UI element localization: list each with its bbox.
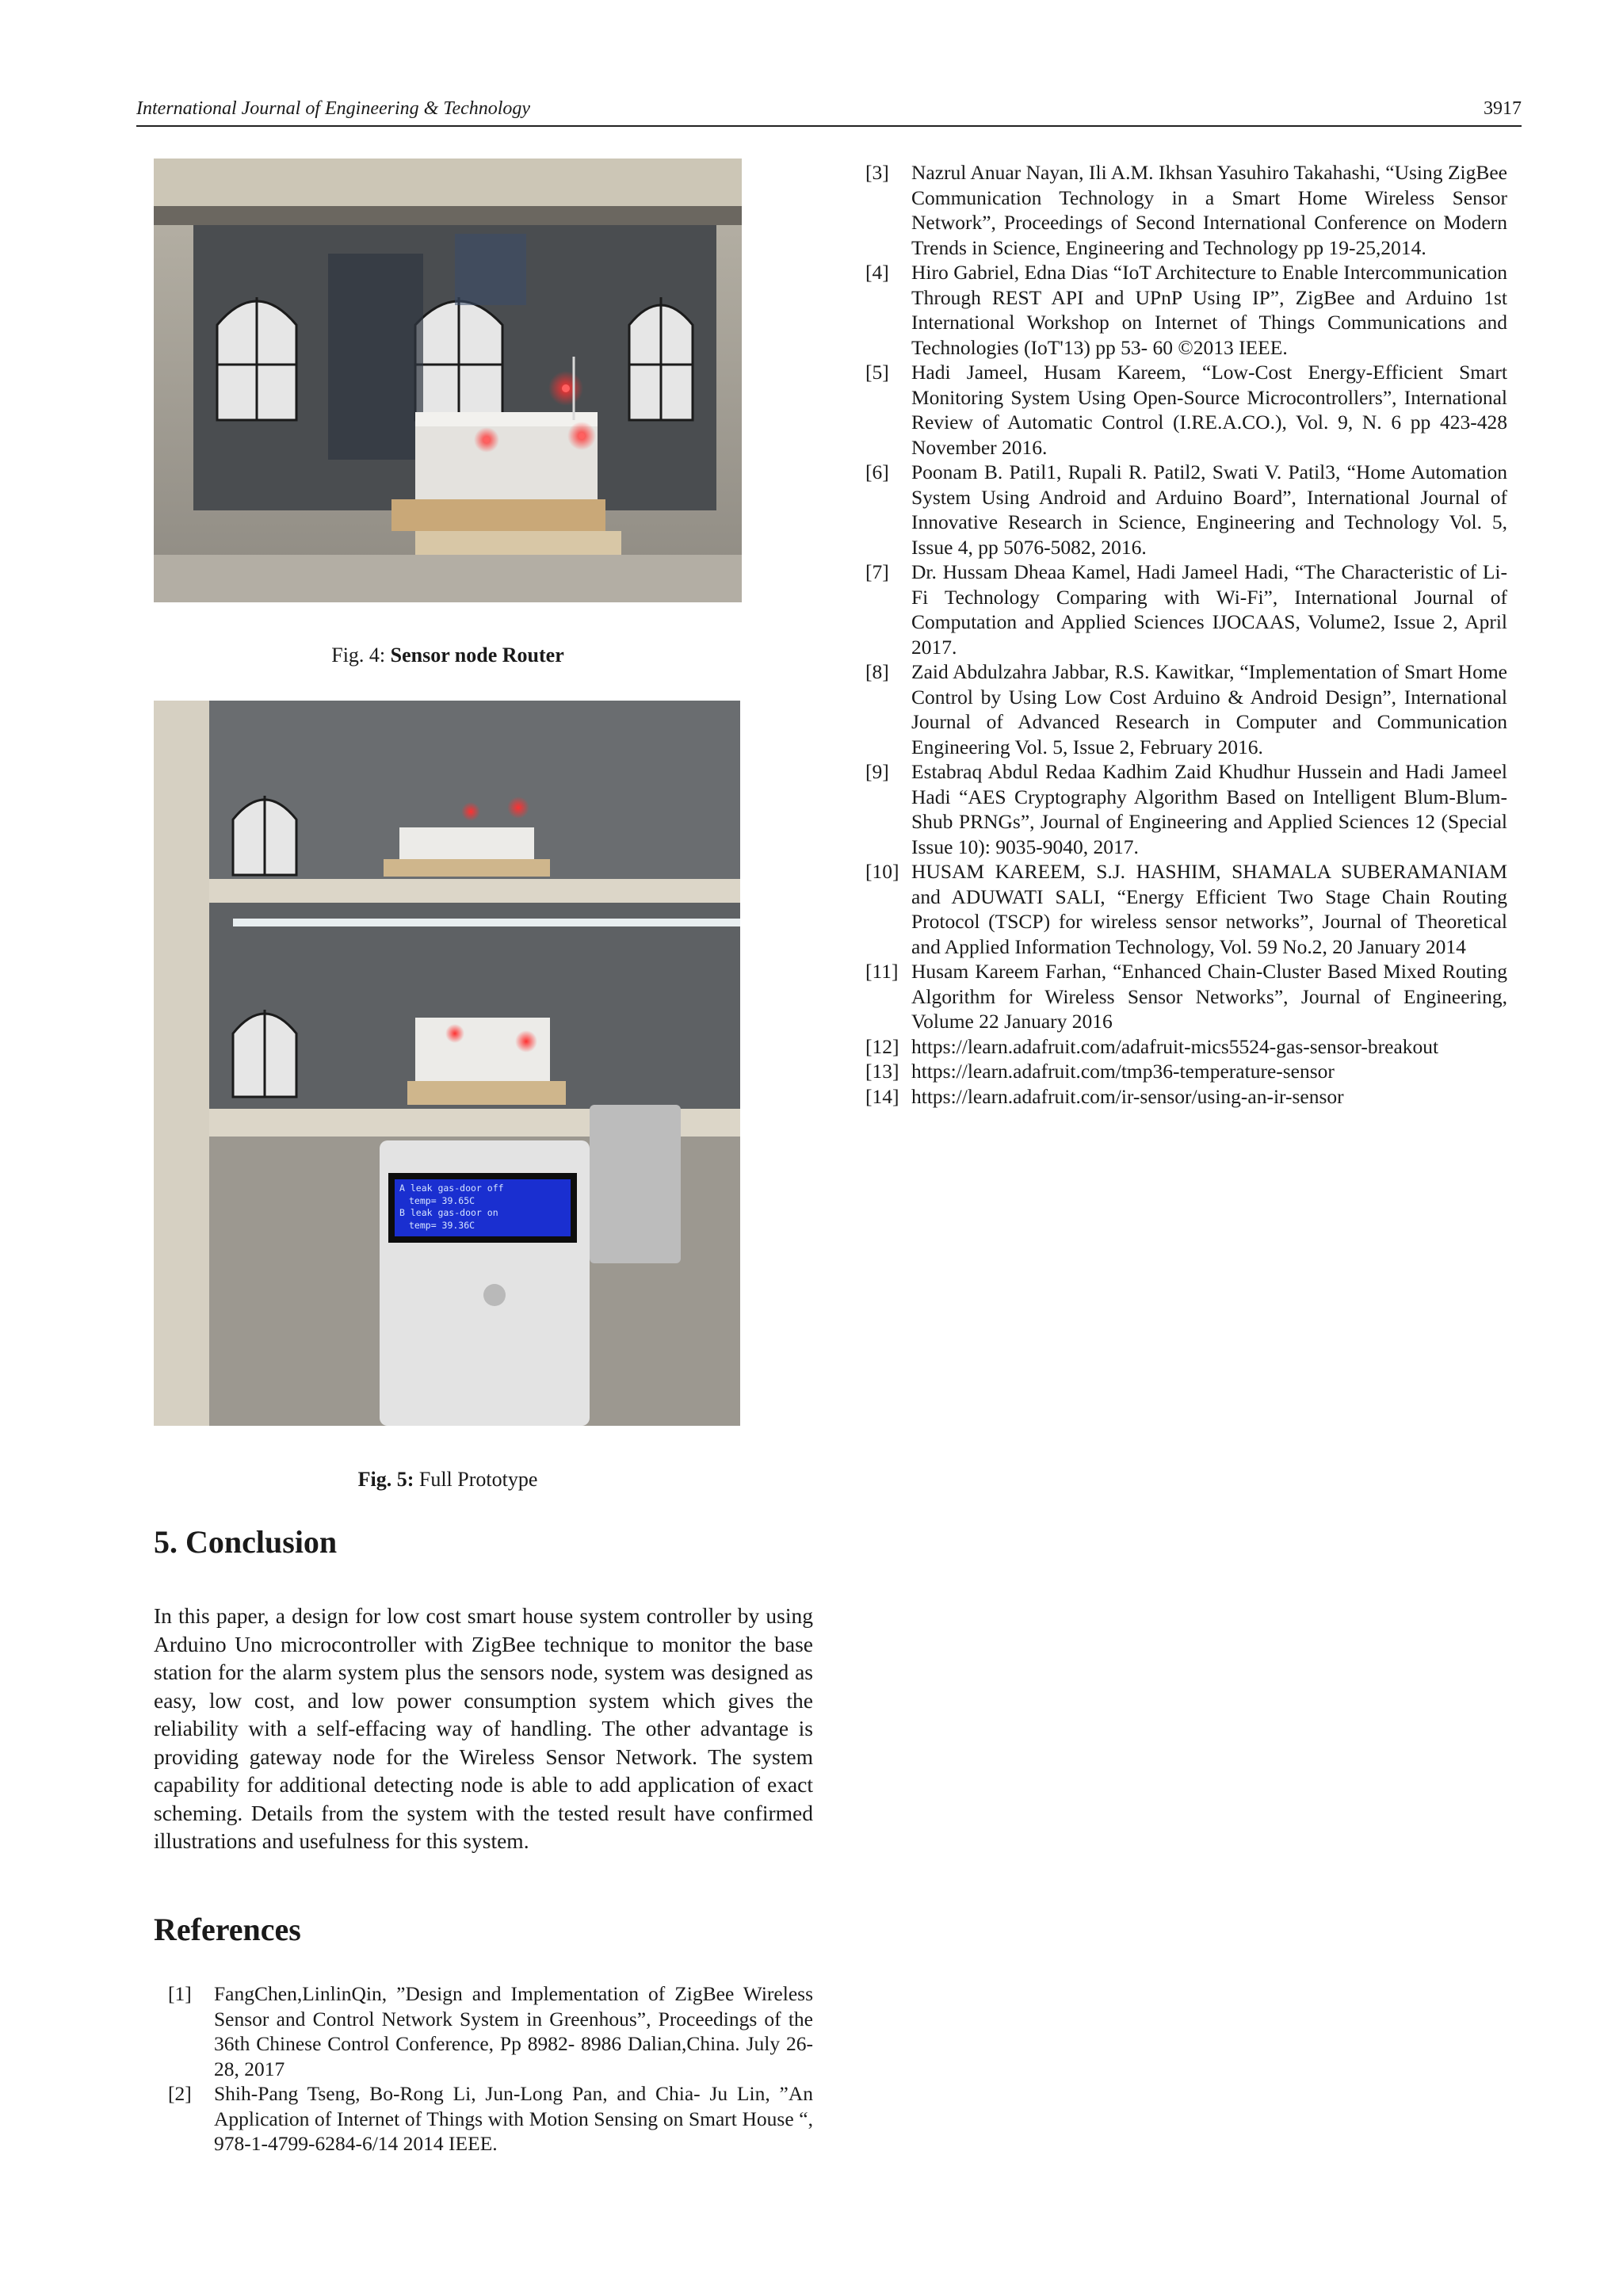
conclusion-paragraph: In this paper, a design for low cost smart house system controller by using Arduino Uno microcontroller with ZigBee technique to monitor the base station for the alarm system plus the sensors node, system was designed as easy, low cost, and low power consumption system which gives the reliability with a self-effacing way of handling. The other advantage is providing gateway node for the Wireless Sensor Network. The system capability for additional detecting node is able to add application of exact scheming. Details from the system with the tested result have confirmed illustrations and usefulness for this system. — [154, 1603, 813, 1853]
reference-item — [865, 1034, 1507, 1060]
reference-number: [5] — [865, 361, 889, 384]
reference-number: [9] — [865, 760, 889, 783]
reference-text: Hiro Gabriel, Edna Dias “IoT Architecture to Enable Intercommunication Through REST API and UPnP Using IP”, ZigBee and Arduino 1st International Workshop on Internet of Things Communications and Technologies (IoT'13) pp 53- 60 ©2013 IEEE. — [911, 261, 1507, 359]
reference-number: [10] — [865, 860, 899, 883]
reference-item — [865, 460, 1507, 560]
reference-text: Husam Kareem Farhan, “Enhanced Chain-Cluster Based Mixed Routing Algorithm for Wireless Sensor Networks”, Journal of Engineering, Volume 22 January 2016 — [911, 960, 1507, 1033]
lcd-display — [399, 1182, 566, 1235]
reference-text: Estabraq Abdul Redaa Kadhim Zaid Khudhur Hussein and Hadi Jameel Hadi “AES Cryptography Algorithm Based on Intelligent Blum-Blum-Shub PRNGs”, Journal of Engineering and Applied Sciences 12 (Special Issue 10): 9035-9040, 2017. — [911, 760, 1507, 858]
reference-text: Hadi Jameel, Husam Kareem, “Low-Cost Energy-Efficient Smart Monitoring System Using Open-Source Microcontrollers”, International Review of Automatic Control (I.RE.A.CO.), Vol. 9, N. 6 pp 423-428 November 2016. — [911, 361, 1507, 459]
lcd-line-1: A leak gas-door off — [399, 1182, 504, 1194]
reference-item — [168, 2081, 813, 2157]
reference-text: Poonam B. Patil1, Rupali R. Patil2, Swati V. Patil3, “Home Automation System Using Android and Arduino Board”, International Journal of Innovative Research in Science, Engineering and Technology Vol. 5, Issue 4, pp 5076-5082, 2016. — [911, 460, 1507, 559]
reference-url[interactable]: https://learn.adafruit.com/adafruit-mics5524-gas-sensor-breakout — [911, 1034, 1439, 1058]
reference-url[interactable]: https://learn.adafruit.com/tmp36-temperature-sensor — [911, 1060, 1335, 1083]
reference-item — [865, 659, 1507, 759]
reference-item — [865, 859, 1507, 959]
reference-text: HUSAM KAREEM, S.J. HASHIM, SHAMALA SUBERAMANIAM and ADUWATI SALI, “Energy Efficient Two Stage Chain Routing Protocol (TSCP) for wireless sensor networks”, Journal of Theoretical and Applied Information Technology, Vol. 59 No.2, 20 January 2014 — [911, 860, 1507, 958]
reference-number: [8] — [865, 660, 889, 683]
reference-item — [865, 260, 1507, 360]
reference-text: Dr. Hussam Dheaa Kamel, Hadi Jameel Hadi, “The Characteristic of Li-Fi Technology Comparing with Wi-Fi”, International Journal of Computation and Applied Sciences IJOCAAS, Volume2, Issue 2, April 2017. — [911, 560, 1507, 659]
page-number: 3917 — [1484, 98, 1522, 119]
figure-4-caption — [154, 644, 742, 667]
reference-number: [2] — [168, 2082, 192, 2105]
figure-5-label: Fig. 5: — [357, 1468, 414, 1491]
reference-number: [4] — [865, 261, 889, 284]
reference-item — [865, 1059, 1507, 1084]
figure-4-image — [154, 159, 742, 602]
figure-4-label: Fig. 4: — [331, 644, 386, 667]
conclusion-heading: 5. Conclusion — [154, 1524, 338, 1560]
figure-5-caption — [154, 1468, 742, 1492]
references-heading: References — [154, 1912, 301, 1947]
reference-number: [7] — [865, 560, 889, 583]
reference-item — [865, 1084, 1507, 1110]
reference-number: [1] — [168, 1982, 192, 2005]
reference-number: [14] — [865, 1084, 899, 1108]
figure-4-photo — [154, 159, 742, 602]
reference-item — [865, 560, 1507, 659]
journal-title: International Journal of Engineering & Technology — [136, 98, 531, 119]
reference-number: [3] — [865, 161, 889, 184]
reference-item — [168, 1981, 813, 2081]
running-header — [136, 94, 1522, 127]
reference-text: Zaid Abdulzahra Jabbar, R.S. Kawitkar, “Implementation of Smart Home Control by Using Low Cost Arduino & Android Design”, International Journal of Advanced Research in Computer and Communication Engineering Vol. 5, Issue 2, February 2016. — [911, 660, 1507, 758]
reference-number: [13] — [865, 1060, 899, 1083]
reference-text: Nazrul Anuar Nayan, Ili A.M. Ikhsan Yasuhiro Takahashi, “Using ZigBee Communication Technology in a Smart Home Wireless Sensor Network”, Proceedings of Second International Conference on Modern Trends in Science, Engineering and Technology pp 19-25,2014. — [911, 161, 1507, 259]
figure-5-title: Full Prototype — [418, 1468, 538, 1491]
lcd-line-4: temp= 39.36C — [409, 1219, 475, 1231]
figure-5-image — [154, 701, 740, 1426]
reference-text: Shih-Pang Tseng, Bo-Rong Li, Jun-Long Pan, and Chia- Ju Lin, ”An Application of Internet of Things with Motion Sensing on Smart House “, 978-1-4799-6284-6/14 2014 IEEE. — [214, 2082, 813, 2155]
lcd-line-3: B leak gas-door on — [399, 1207, 498, 1218]
figure-5-photo — [154, 701, 740, 1426]
reference-item — [865, 759, 1507, 859]
lcd-line-2: temp= 39.65C — [409, 1194, 475, 1206]
reference-number: [11] — [865, 960, 899, 983]
references-list-left — [168, 1981, 813, 2157]
reference-number: [12] — [865, 1034, 899, 1058]
reference-item — [865, 959, 1507, 1034]
reference-item — [865, 360, 1507, 460]
reference-number: [6] — [865, 460, 889, 483]
reference-url[interactable]: https://learn.adafruit.com/ir-sensor/using-an-ir-sensor — [911, 1084, 1344, 1108]
figure-4-title: Sensor node Router — [390, 644, 564, 667]
references-list-right — [865, 160, 1507, 1109]
reference-item — [865, 160, 1507, 260]
reference-text: FangChen,LinlinQin, ”Design and Implementation of ZigBee Wireless Sensor and Control Network System in Greenhous”, Proceedings of the 36th Chinese Control Conference, Pp 8982- 8986 Dalian,China. July 26-28, 2017 — [214, 1982, 813, 2080]
